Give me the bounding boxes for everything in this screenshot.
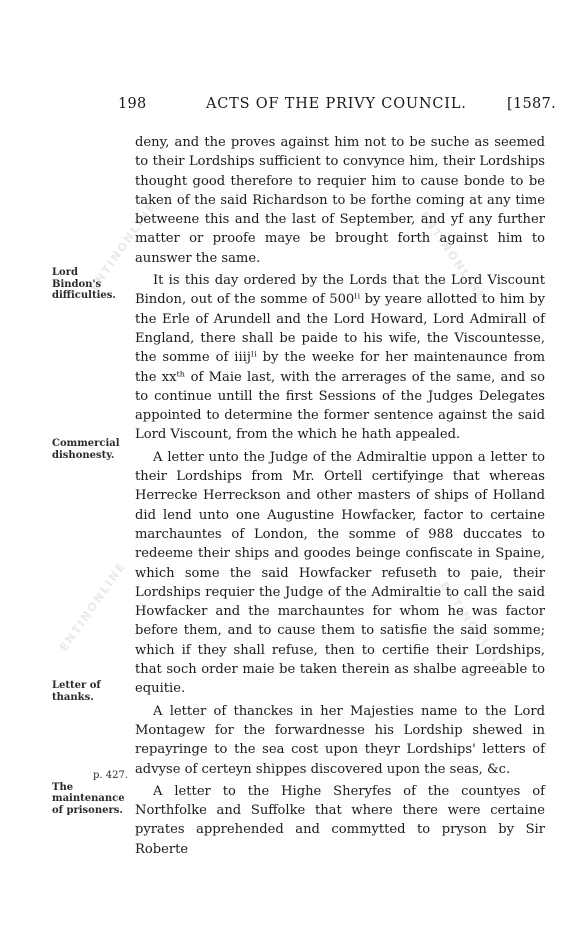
margin-note-text: Commercial dishonesty.	[52, 438, 120, 461]
body-text	[135, 133, 545, 859]
paragraph: A letter of thanckes in her Majesties name to the Lord Montagew for the forwardnesse his Lordship shewed in repayringe to the sea cost upon theyr Lordships' letters of advyse of certeyn shippes discovered upon the seas, &c.	[135, 703, 545, 777]
paragraph: A letter to the Highe Sheryfes of the countyes of Northfolke and Suffolke that where there were certaine pyrates apprehended and commytted to pryson by Sir Roberte	[135, 783, 545, 857]
paragraph: A letter unto the Judge of the Admiraltie uppon a letter to their Lordships from Mr. Ortell certifyinge that whereas Herrecke Herreckson and other masters of ships of Holland did lend unto one Augustine Howfacker, factor to certaine marchauntes of London, the somme of 988 duccates to redeeme their ships and goodes beinge confiscate in Spaine, which some the said Howfacker refuseth to paie, their Lordships requier the Judge of the Admiraltie to call the said Howfacker and the marchauntes for whom he was factor before them, and to cause them to satisfie the said somme; which if they shall refuse, then to certifie their Lordships, that soch order maie be taken therein as shalbe agreeable to equitie.	[135, 449, 545, 697]
margin-note-text: The maintenance of prisoners.	[52, 781, 125, 816]
paragraph: deny, and the proves against him not to be suche as seemed to their Lordships sufficient to convynce him, their Lordships thought good therefore to requier him to cause bonde to be taken of the said Richardson to be forthe coming at any time betweene this and the last of September, and yf any further matter or proofe maye be brought forth against him to aunswer the same.	[135, 135, 545, 266]
page-number: 198	[118, 96, 147, 112]
watermark: ENTINONLINE	[57, 559, 129, 654]
margin-note-text: Lord Bindon's difficulties.	[52, 267, 116, 301]
running-year: [1587.	[507, 96, 556, 112]
margin-note	[52, 680, 130, 703]
watermark: ENTINONLINE	[87, 199, 159, 294]
margin-note-text: Letter of thanks.	[52, 680, 101, 703]
margin-note	[52, 267, 130, 302]
margin-note	[52, 770, 130, 816]
watermark: ENTINONLINE	[417, 209, 489, 304]
margin-note	[52, 438, 130, 461]
running-header	[118, 96, 560, 116]
paragraph: It is this day ordered by the Lords that the Lord Viscount Bindon, out of the somme of 500ˡⁱ by yeare allotted to him by the Erle of Arundell and the Lord Howard, Lord Admirall of England, there shall be paide to his wife, the Viscountesse, the somme of iiijˡⁱ by the weeke for her maintenaunce from the xxᵗʰ of Maie last, with the arrerages of the same, and so to continue untill the first Sessions of the Judges Delegates appointed to determine the former sentence against the said Lord Viscount, from the which he hath appealed.	[135, 273, 545, 443]
running-title: ACTS OF THE PRIVY COUNCIL.	[206, 96, 467, 112]
page-reference: p. 427.	[92, 770, 128, 781]
watermark: ENTINONLINE	[437, 579, 509, 674]
